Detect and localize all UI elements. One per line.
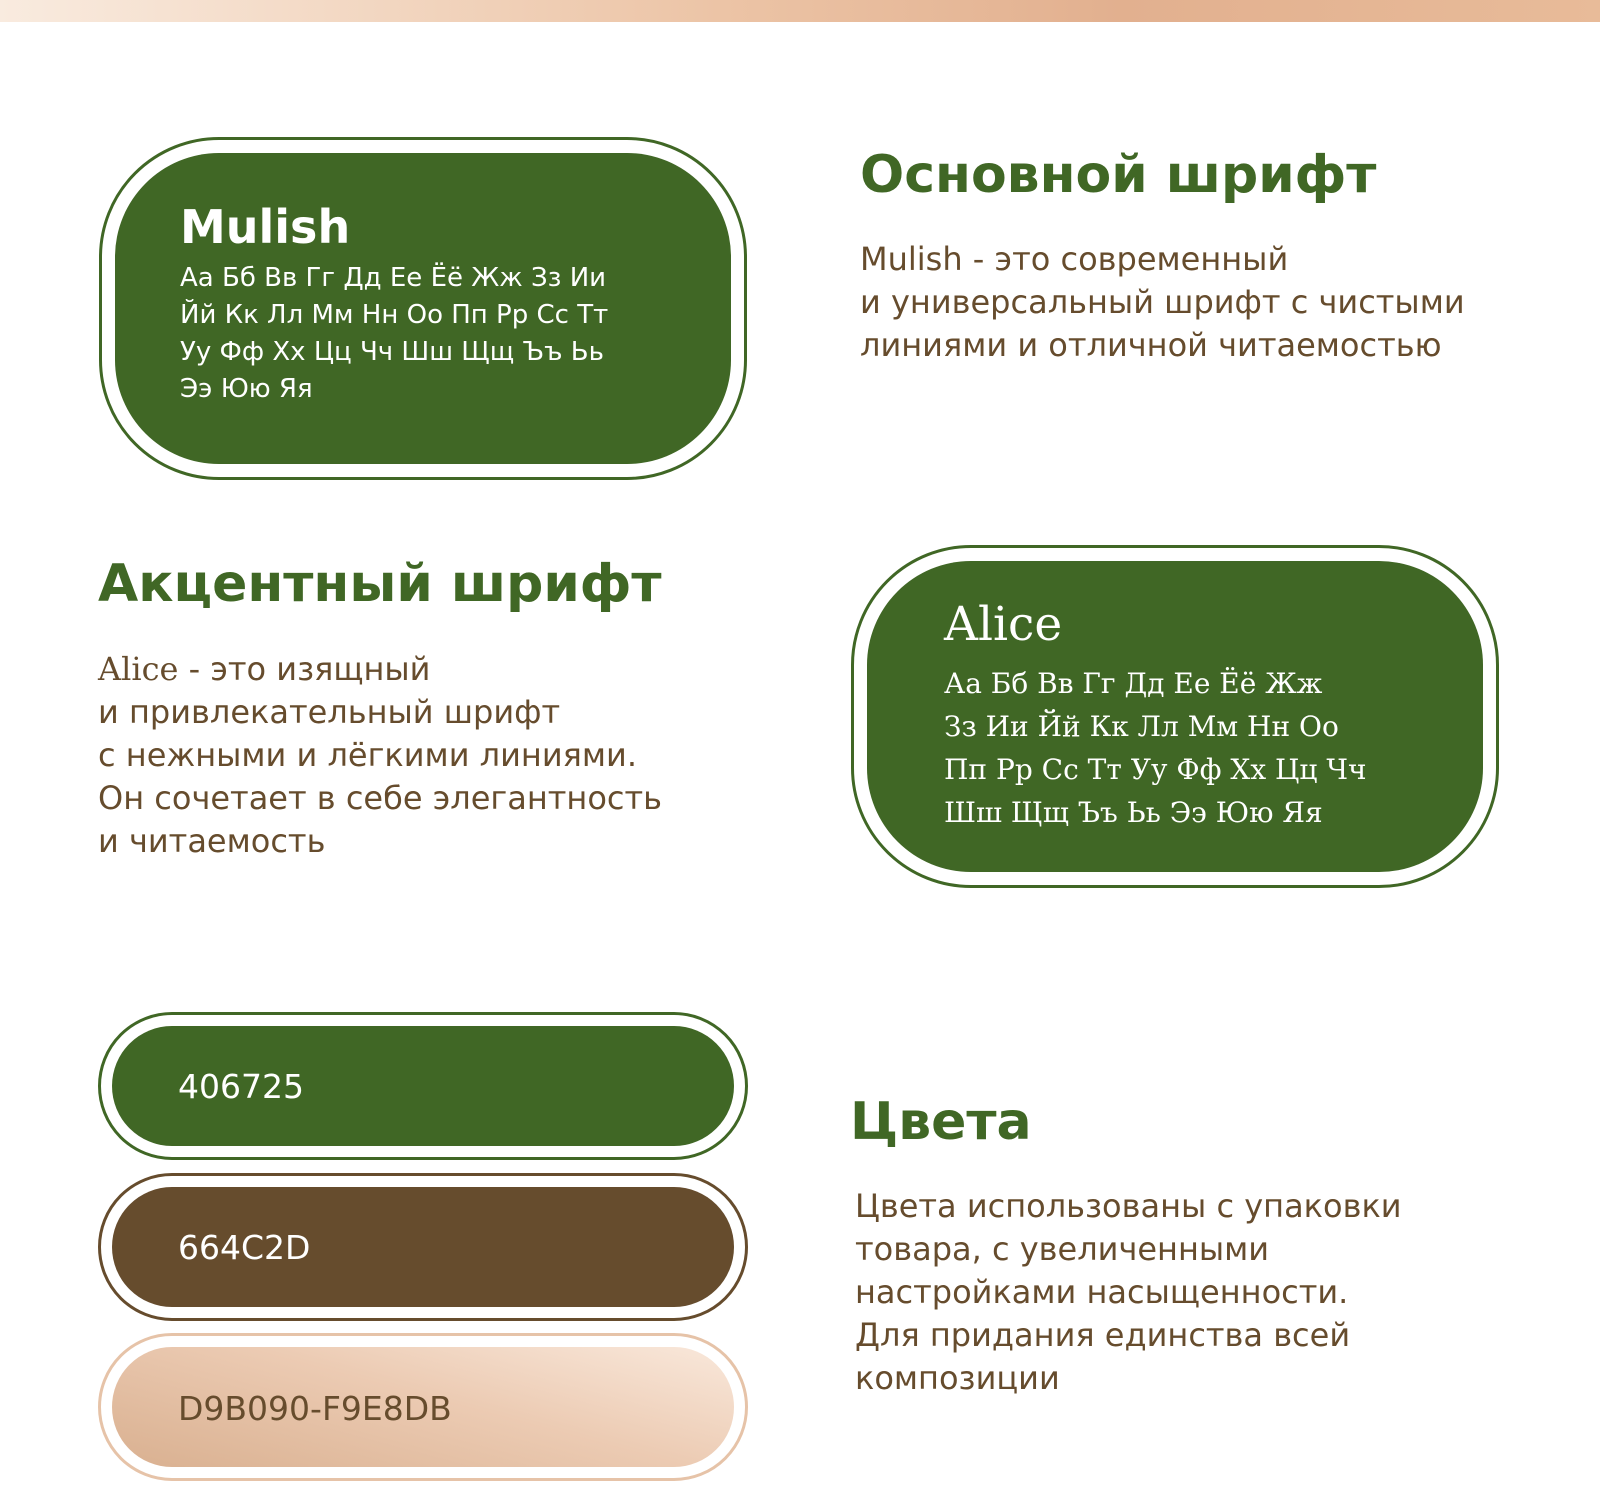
swatch-green-label: 406725 (178, 1067, 304, 1106)
swatch-beige-gradient-label: D9B090-F9E8DB (178, 1389, 452, 1428)
mulish-card-title: Mulish (180, 200, 351, 254)
top-gradient-bar (0, 0, 1600, 22)
mulish-alphabet-sample: Аа Бб Вв Гг Дд Ее Ёё Жж Зз Ии Йй Кк Лл Мм Нн Оо Пп Рр Сс Тт Уу Фф Хх Цц Чч Шш Щщ Ъъ Ьь Ээ Юю Яя (180, 263, 609, 404)
primary-font-description: Mulish - это современный и универсальный шрифт с чистыми линиями и отличной читаемостью (860, 240, 1465, 364)
alice-alphabet-sample: Аа Бб Вв Гг Дд Ее Ёё Жж Зз Ии Йй Кк Лл Мм Нн Оо Пп Рр Сс Тт Уу Фф Хх Цц Чч Шш Щщ Ъъ Ьь Ээ Юю Яя (944, 667, 1367, 829)
accent-font-name: Alice (98, 650, 179, 688)
accent-font-description (98, 648, 798, 863)
colors-heading: Цвета (850, 1092, 1032, 1152)
accent-font-description-text: - это изящный и привлекательный шрифт с нежными и лёгкими линиями. Он сочетает в себе элегантность и читаемость (98, 650, 662, 860)
swatch-brown-label: 664C2D (178, 1228, 311, 1267)
alice-card-title: Alice (944, 597, 1063, 652)
accent-font-heading: Акцентный шрифт (98, 554, 662, 614)
colors-description: Цвета использованы с упаковки товара, с увеличенными настройками насыщенности. Для придания единства всей композиции (855, 1187, 1402, 1397)
primary-font-heading: Основной шрифт (860, 145, 1377, 205)
